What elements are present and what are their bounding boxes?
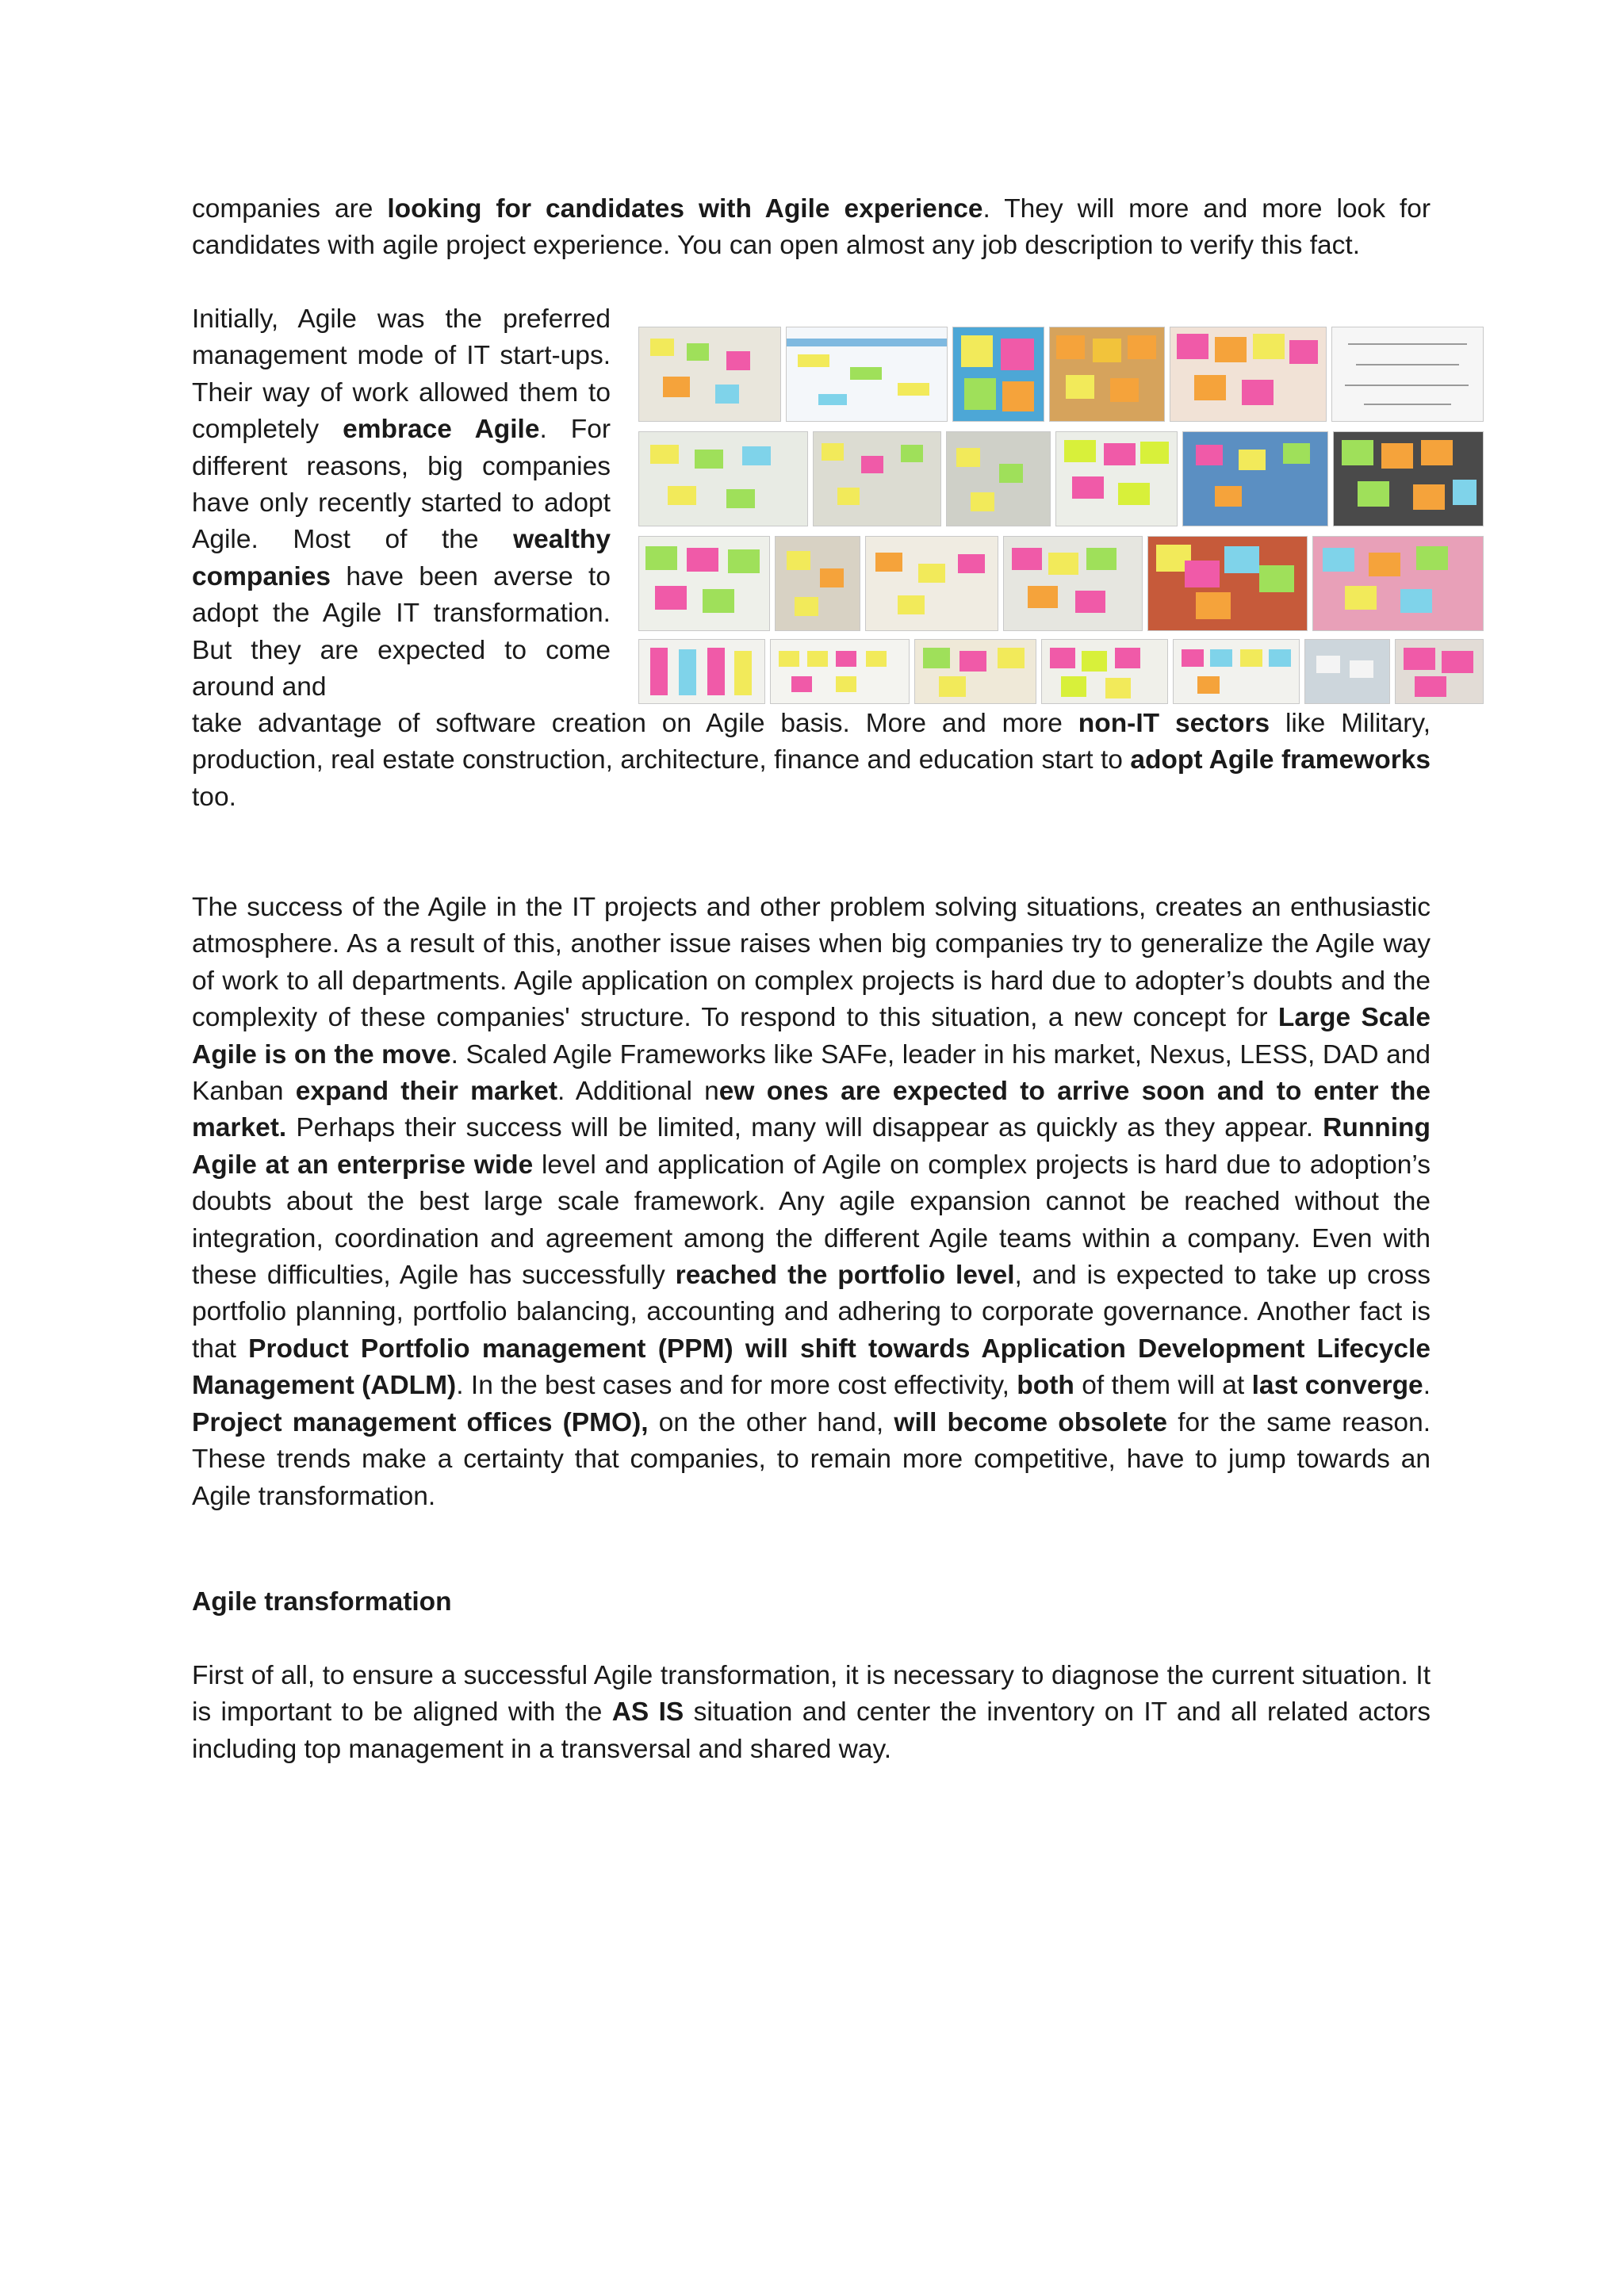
photo-whiteboard-notes xyxy=(638,431,808,526)
photo-orange-notes-wall xyxy=(1049,327,1165,422)
text-run: The success of the Agile in the IT projects and other problem solving situations, creates an enthusiastic atmosphere. As a result of this, another issue raises when big companies try to generalize the Agile way of work to all departments. Agile application on complex projects is hard due to adopter’s doubts and the complexity of these companies' structure. To respond to this situation, a new concept for xyxy=(192,893,1431,1033)
text-run: First of all, to ensure a successful Agile transformation, it is necessary to diagnose the current situation. It is important to be aligned with the xyxy=(192,1661,1431,1728)
section-heading: Agile transformation xyxy=(192,1587,452,1617)
bold-text-run: ew ones are expected to arrive soon and to enter the market. xyxy=(192,1077,1431,1143)
text-run: Perhaps their success will be limited, many will disappear as quickly as they appear. xyxy=(286,1113,1323,1143)
photo-kanban-board xyxy=(638,327,781,422)
photo-board-spreadsheet xyxy=(786,327,948,422)
bold-text-run: non-IT sectors xyxy=(1078,709,1270,738)
text-run: . In the best cases and for more cost effectivity, xyxy=(456,1371,1017,1401)
text-run: . Additional n xyxy=(557,1077,719,1107)
text-run: . xyxy=(1423,1371,1431,1401)
text-run: have been averse to adopt the Agile IT transformation. But they are expected to come around and xyxy=(192,561,611,702)
bold-text-run: wealthy companies xyxy=(192,525,611,591)
photo-colored-notes xyxy=(952,327,1044,422)
photo-pastel-notes xyxy=(1173,639,1300,704)
photo-office-wall xyxy=(775,536,860,631)
bold-text-run: Project management offices (PMO), xyxy=(192,1407,649,1437)
text-run: , and is expected to take up cross portfolio planning, portfolio balancing, accounting and adhering to corporate governance. Another fact is that xyxy=(192,1261,1431,1364)
text-run: . For different reasons, big companies have only recently started to adopt Agile. Most of the xyxy=(192,415,611,555)
bold-text-run: reached the portfolio level xyxy=(675,1261,1015,1291)
text-run: situation and center the inventory on IT and all related actors including top management in a transversal and shared way. xyxy=(192,1697,1431,1764)
photo-meeting-room xyxy=(1304,639,1390,704)
photo-board-columns xyxy=(813,431,941,526)
photo-blue-board-notes xyxy=(1182,431,1328,526)
bold-text-run: will become obsolete xyxy=(894,1407,1168,1437)
paragraph-intro xyxy=(192,191,1431,265)
bold-text-run: Running Agile at an enterprise wide xyxy=(192,1113,1431,1180)
bold-text-run: last converge xyxy=(1251,1371,1423,1401)
text-run: like Military, production, real estate construction, architecture, finance and education start to xyxy=(192,709,1431,775)
text-run: of them will at xyxy=(1074,1371,1252,1401)
bold-text-run: both xyxy=(1017,1371,1074,1401)
text-run: level and application of Agile on complex projects is hard due to adoption’s doubts about the best large scale framework. Any agile expansion cannot be reached without the integration, coordination and agreement among the different Agile teams within a company. Even with these difficulties, Agile has successfully xyxy=(192,1150,1431,1291)
text-run: take advantage of software creation on Agile basis. More and more xyxy=(192,709,1078,738)
photo-task-board-columns xyxy=(865,536,998,631)
photo-pile-of-notes xyxy=(1147,536,1308,631)
text-run: on the other hand, xyxy=(648,1407,894,1437)
photo-pink-orange-notes xyxy=(1170,327,1327,422)
photo-grid-board xyxy=(770,639,910,704)
photo-notes-cluster xyxy=(1003,536,1143,631)
paragraph-agile-adoption xyxy=(192,301,611,706)
paragraph-non-it-sectors xyxy=(192,706,1431,816)
photo-colorful-board xyxy=(1041,639,1168,704)
photo-pink-notes-wall xyxy=(1395,639,1484,704)
text-run: . They will more and more look for candidates with agile project experience. You can open almost any job description to verify this fact. xyxy=(192,194,1431,261)
text-run: . Scaled Agile Frameworks like SAFe, leader in his market, Nexus, LESS, DAD and Kanban xyxy=(192,1039,1431,1107)
photo-scattered-notes xyxy=(1312,536,1484,631)
bold-text-run: looking for candidates with Agile experience xyxy=(387,194,983,224)
photo-grey-wall-notes xyxy=(946,431,1051,526)
sticky-notes-photo-collage xyxy=(638,323,1482,706)
bold-text-run: AS IS xyxy=(611,1697,684,1728)
photo-mixed-notes-board xyxy=(914,639,1036,704)
text-run: companies are xyxy=(192,194,388,224)
bold-text-run: embrace Agile xyxy=(343,415,540,445)
bold-text-run: Large Scale Agile is on the move xyxy=(192,1003,1431,1070)
photo-vertical-notes xyxy=(638,639,765,704)
photo-mindmap-sketch xyxy=(1331,327,1484,422)
text-run: for the same reason. These trends make a certainty that companies, to remain more competitive, have to jump towards an Agile transformation. xyxy=(192,1407,1431,1511)
text-run: too. xyxy=(192,782,236,812)
photo-green-pink-board xyxy=(638,536,770,631)
photo-dark-board-notes xyxy=(1333,431,1484,526)
photo-bright-notes-board xyxy=(1055,431,1178,526)
paragraph-transformation-diagnosis xyxy=(192,1658,1431,1768)
text-run: Initially, Agile was the preferred management mode of IT start-ups. Their way of work allowed them to completely xyxy=(192,304,611,445)
paragraph-large-scale-agile xyxy=(192,890,1431,1515)
bold-text-run: adopt Agile frameworks xyxy=(1130,745,1431,775)
bold-text-run: expand their market xyxy=(295,1077,558,1107)
bold-text-run: Product Portfolio management (PPM) will shift towards Application Development Lifecycle Management (ADLM) xyxy=(192,1334,1431,1401)
